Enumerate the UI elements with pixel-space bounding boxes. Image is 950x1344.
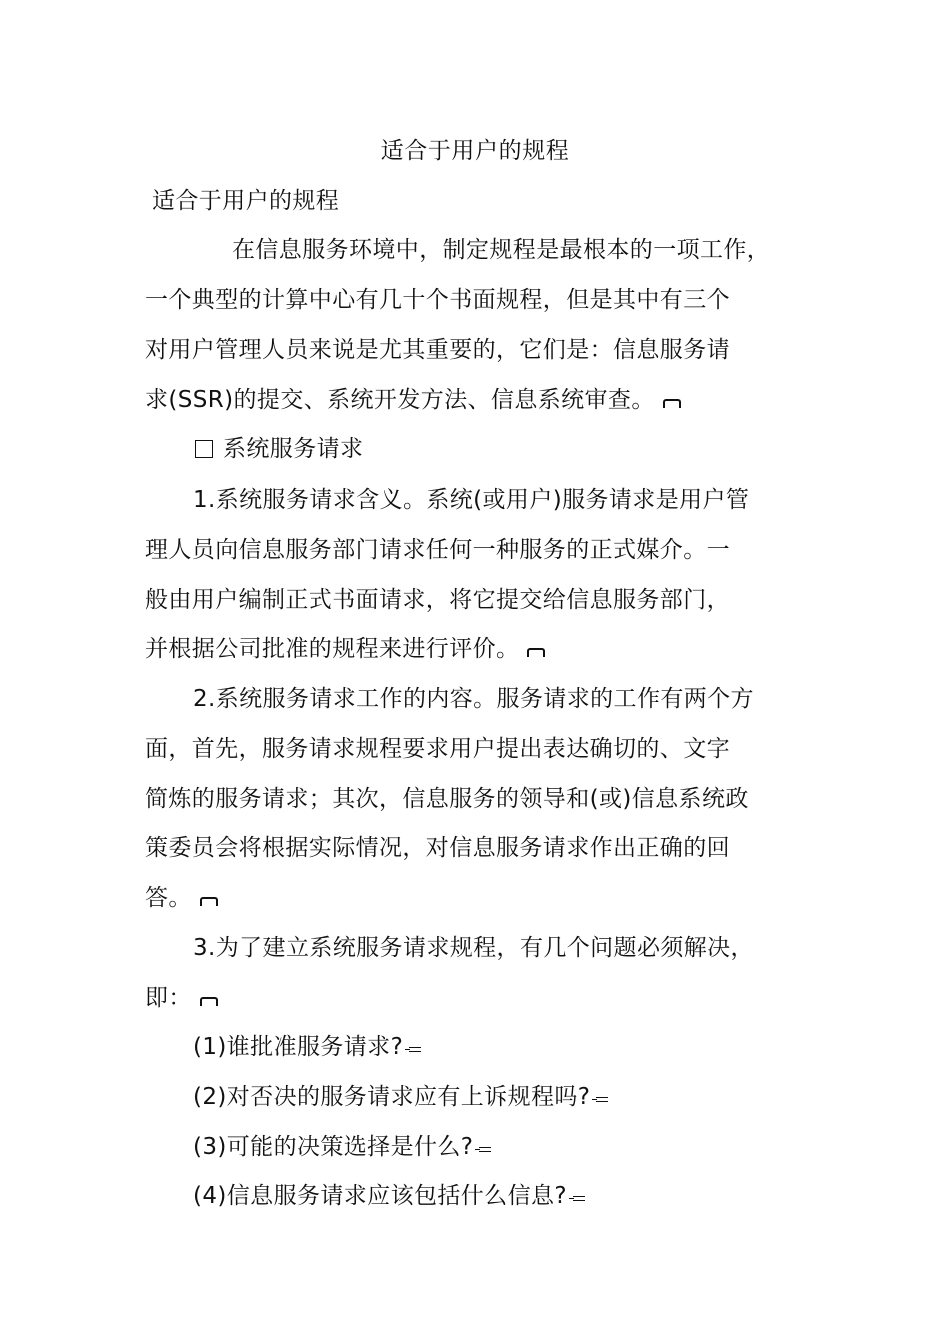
item2-line-3: 简炼的服务请求；其次，信息服务的领导和(或)信息系统政 [145,786,749,812]
item3-line-2 [145,983,815,1013]
intro-line-4-text: 求(SSR)的提交、系统开发方法、信息系统审查。 [145,387,655,413]
item2-line-5 [145,883,815,913]
item1-line-4 [145,634,815,664]
item3-line-2-text: 即： [145,985,192,1011]
paragraph-mark-icon [663,399,681,409]
document-subtitle: 适合于用户的规程 [152,188,340,214]
section-heading-text: 系统服务请求 [223,436,364,462]
question-1-text: (1)谁批准服务请求? [193,1034,404,1060]
item2-line-2: 面，首先，服务请求规程要求用户提出表达确切的、文字 [145,736,730,762]
item1-line-1: 1.系统服务请求含义。系统(或用户)服务请求是用户管 [193,487,750,513]
intro-line-4 [145,385,815,415]
item2-line-5-text: 答。 [145,885,192,911]
item1-line-4-text: 并根据公司批准的规程来进行评价。 [145,636,520,662]
item2-line-1: 2.系统服务请求工作的内容。服务请求的工作有两个方 [193,686,754,712]
item1-line-2: 理人员向信息服务部门请求任何一种服务的正式媒介。一 [145,537,730,563]
question-3 [193,1132,863,1162]
question-3-text: (3)可能的决策选择是什么? [193,1134,474,1160]
line-break-icon [569,1193,585,1203]
checkbox-icon [195,440,213,458]
question-4 [193,1181,863,1211]
paragraph-mark-icon [527,648,545,658]
line-break-icon [405,1044,421,1054]
question-4-text: (4)信息服务请求应该包括什么信息? [193,1183,567,1209]
intro-line-3: 对用户管理人员来说是尤其重要的，它们是：信息服务请 [145,337,730,363]
section-heading [195,434,865,464]
item2-line-4: 策委员会将根据实际情况，对信息服务请求作出正确的回 [145,835,730,861]
item3-line-1: 3.为了建立系统服务请求规程，有几个问题必须解决， [193,935,754,961]
paragraph-mark-icon [200,897,218,907]
line-break-icon [592,1094,608,1104]
page-title: 适合于用户的规程 [380,138,570,164]
intro-line-1: 在信息服务环境中，制定规程是最根本的一项工作， [232,237,771,263]
item1-line-3: 般由用户编制正式书面请求，将它提交给信息服务部门， [145,587,730,613]
question-2-text: (2)对否决的服务请求应有上诉规程吗? [193,1084,591,1110]
question-2 [193,1082,863,1112]
question-1 [193,1032,863,1062]
paragraph-mark-icon [200,997,218,1007]
line-break-icon [475,1144,491,1154]
intro-line-2: 一个典型的计算中心有几十个书面规程，但是其中有三个 [145,287,730,313]
